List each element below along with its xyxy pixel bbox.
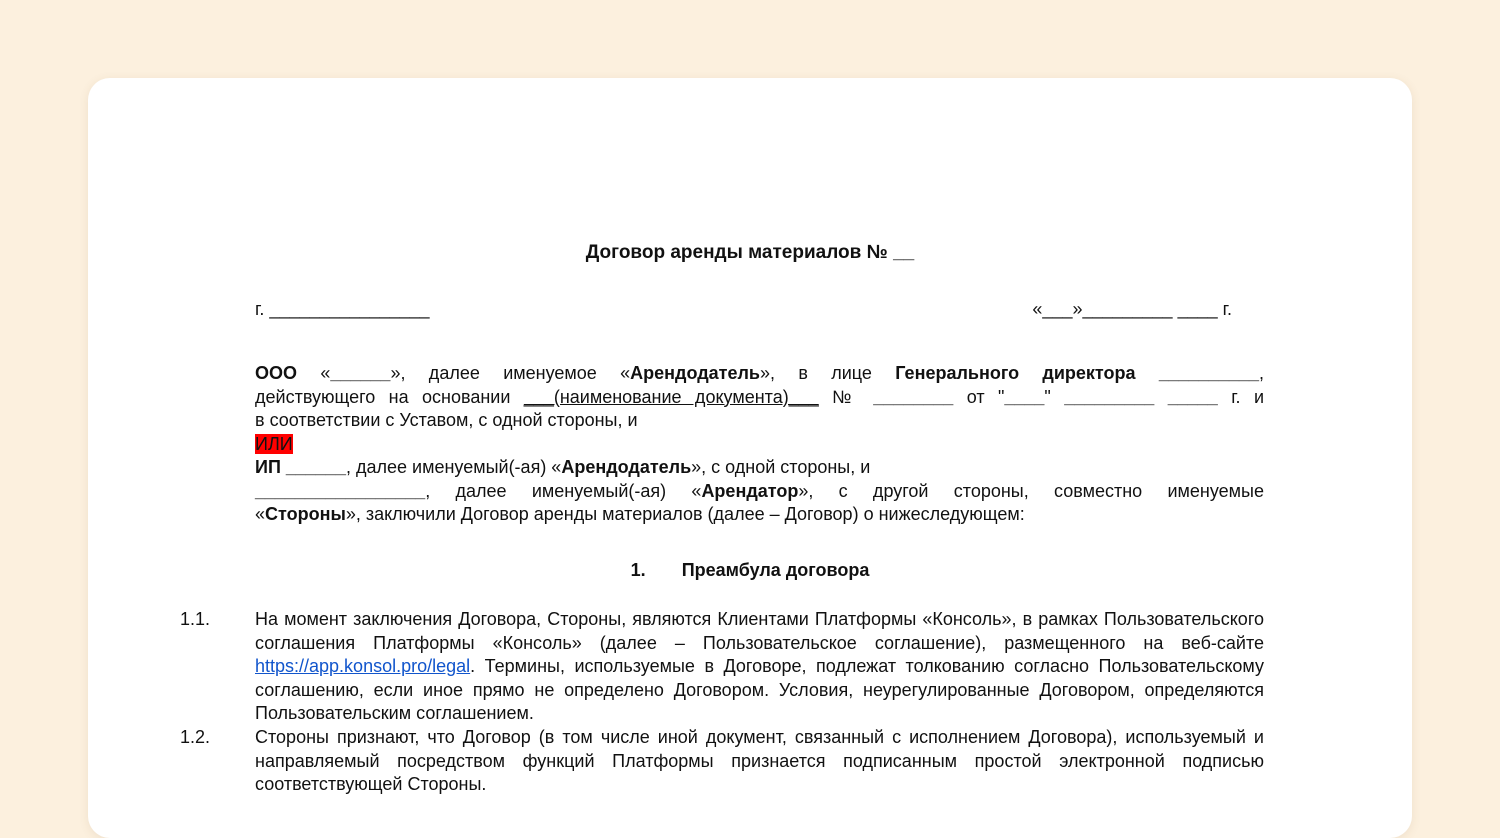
parties-line-1 (255, 362, 1264, 386)
section-number: 1. (630, 560, 646, 580)
director-title: Генерального директора (895, 363, 1136, 383)
doc-month-blank: _________ (1064, 386, 1155, 407)
parties-line-2 (255, 386, 1264, 410)
text-fragment: , далее именуемый(-ая) « (425, 480, 702, 501)
director-name-blank: __________ (1158, 363, 1259, 383)
clause-text (255, 608, 1264, 726)
clause-number: 1.1. (180, 609, 211, 629)
parties-term: Стороны (265, 504, 346, 524)
text-fragment: », с одной стороны, и (691, 457, 871, 477)
text-fragment: », с другой стороны, совместно именуемые (798, 480, 1264, 501)
clause-number: 1.2. (180, 727, 211, 747)
text-fragment: « (297, 363, 331, 383)
document-title: Договор аренды материалов № __ (585, 242, 915, 263)
doc-day-blank: ____ (1004, 386, 1045, 407)
ip-line (255, 456, 1264, 480)
text-fragment: г. и (1217, 386, 1265, 407)
text-fragment: », заключили Договор аренды материалов (далее – Договор) о нижеследующем: (345, 504, 1025, 524)
legal-link[interactable]: https://app.konsol.pro/legal (255, 656, 471, 676)
company-name-blank: ______ (330, 363, 391, 383)
ip-name-blank: ______ (285, 457, 346, 477)
section-1-heading (88, 560, 1412, 581)
or-highlight: ИЛИ (255, 433, 293, 454)
text-fragment: от " (953, 386, 1005, 407)
parties-closing-line (255, 503, 1264, 527)
document-page (88, 78, 1412, 838)
text-fragment: , (1258, 363, 1264, 383)
text-fragment: " (1044, 386, 1065, 407)
text-fragment: На момент заключения Договора, Стороны, являются Клиентами Платформы «Консоль», в рамках Пользовательского соглашения Платформы «Консоль» (далее – Пользовательское соглашение), размещенного на веб-сайте (255, 609, 1264, 653)
parties-line-3: в соответствии с Уставом, с одной стороны, и (255, 410, 638, 430)
section-title: Преамбула договора (681, 560, 870, 580)
text-fragment: , далее именуемый(-ая) « (345, 457, 562, 477)
tenant-name-blank: _________________ (255, 480, 426, 501)
lessor-term: Арендодатель (630, 363, 760, 383)
text-fragment: », в лице (759, 363, 896, 383)
text-fragment: », далее именуемое « (390, 363, 631, 383)
basis-document-blank: ___(наименование документа)___ (523, 386, 819, 407)
tenant-term: Арендатор (701, 480, 799, 501)
text-fragment: № (818, 386, 874, 407)
text-fragment: « (255, 504, 266, 524)
ip-label: ИП (255, 457, 281, 477)
text-fragment: . Термины, используемые в Договоре, подлежат толкованию согласно Пользовательскому соглашению, если иное прямо не определено Договором. Условия, неурегулированные Договором, определяются Пользовательским соглашением. (255, 656, 1264, 723)
text-fragment: действующего на основании (255, 386, 524, 407)
doc-number-blank: ________ (873, 386, 954, 407)
or-line (255, 433, 1264, 457)
date-field: «___»_________ ____ г. (1032, 299, 1232, 319)
ip-lessor-term: Арендодатель (561, 457, 692, 477)
text-fragment (1154, 387, 1167, 407)
doc-year-blank: _____ (1167, 386, 1218, 407)
clause-text: Стороны признают, что Договор (в том числе иной документ, связанный с исполнением Договора), используемый и направляемый посредством функций Платформы признается подписанным простой электронной подписью соответствующей Стороны. (255, 727, 1264, 794)
ooo-label: ООО (255, 363, 298, 383)
city-field: г. ________________ (255, 299, 430, 319)
tenant-line (255, 480, 1264, 504)
